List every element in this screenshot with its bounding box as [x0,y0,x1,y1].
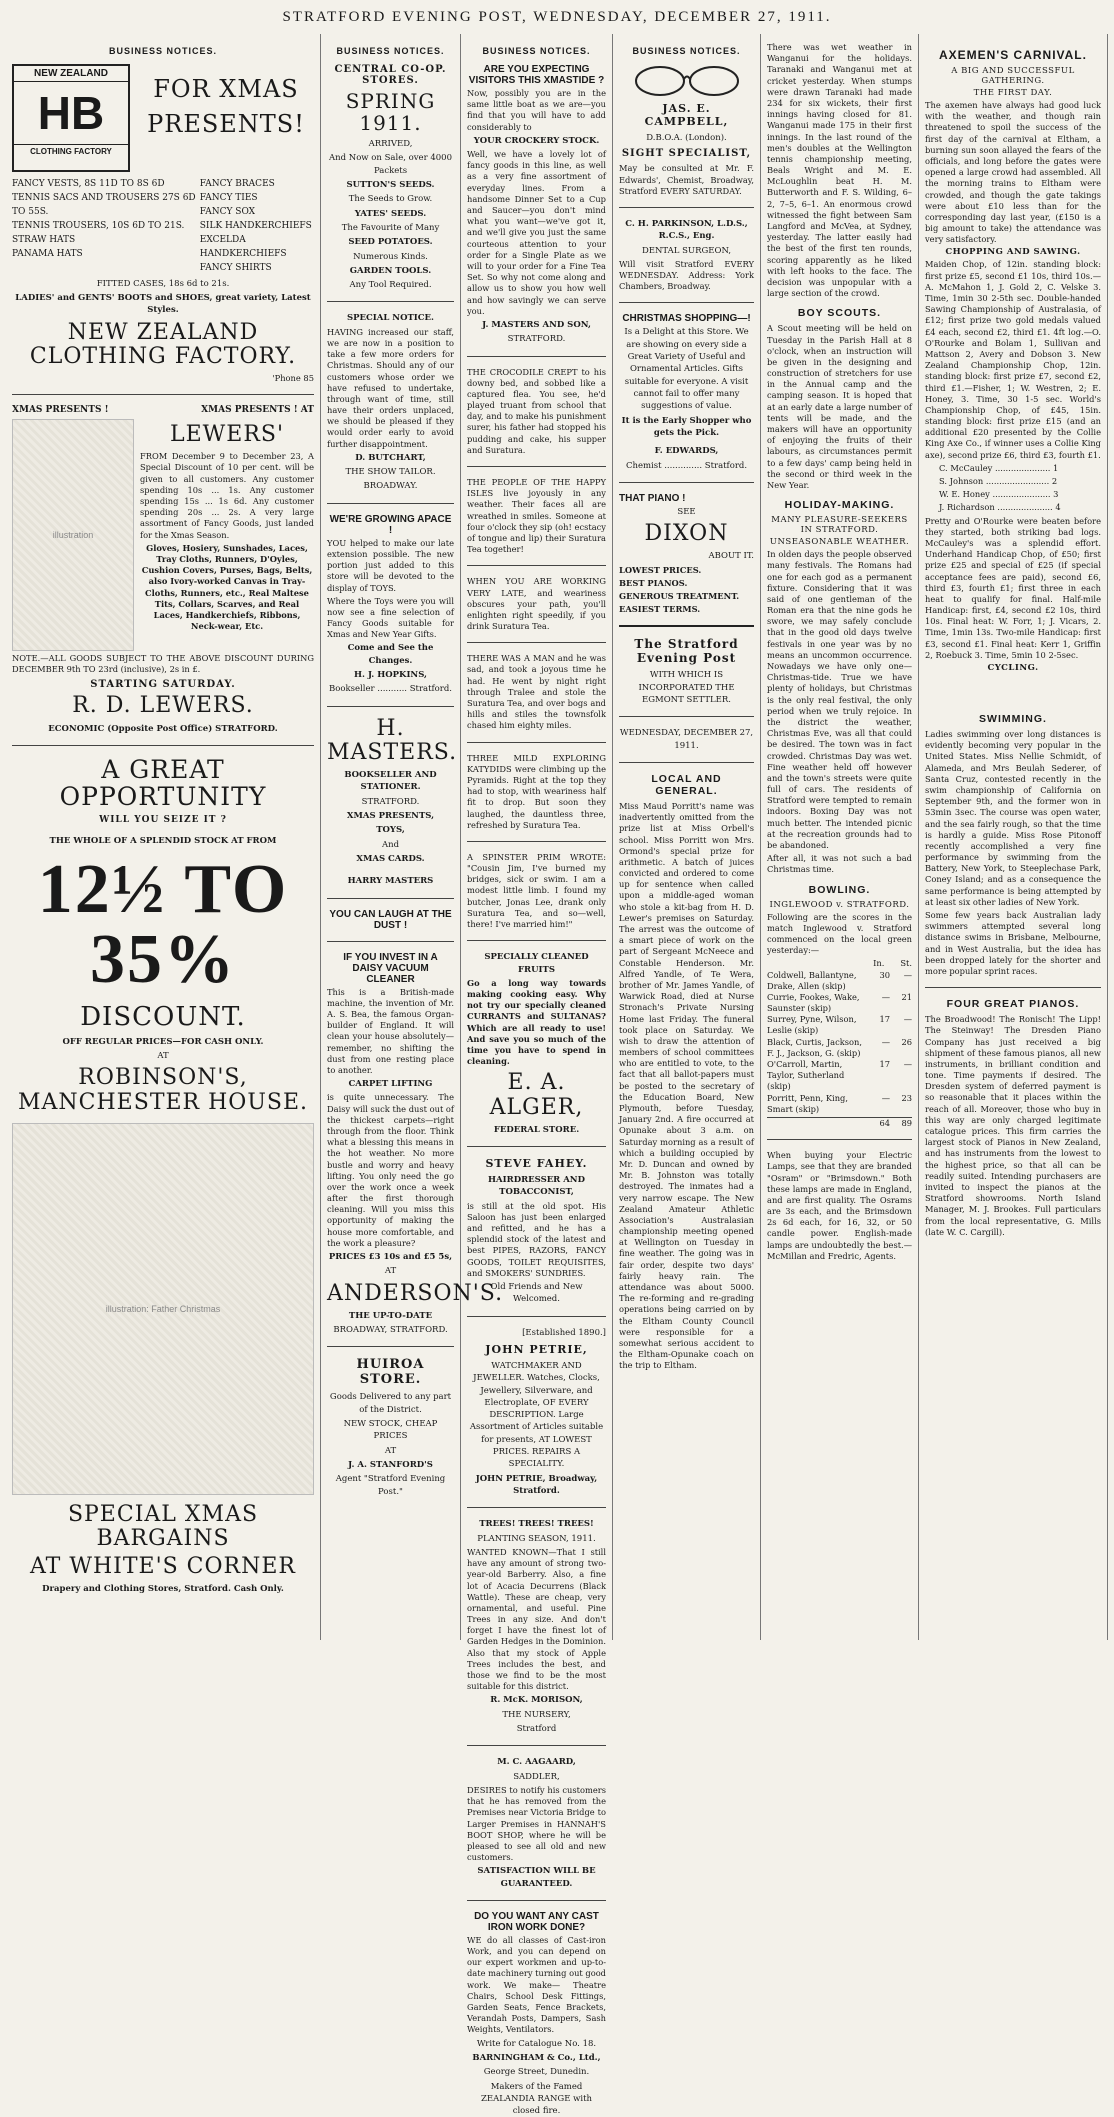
hb-logo-bottom: CLOTHING FACTORY [14,144,128,158]
list-item: STRAW HATS [12,234,200,248]
up-to-date: THE UP-TO-DATE [327,1310,454,1322]
crockery-text: Well, we have a lovely lot of fancy goods in this line, as well as a very fine assortment of everyday lines. From a handsome Dinner Set to a Cup and Saucer—you don't mind what you want—we've got it, and we'll give you just the same courteous attention to your order for a Single Plate as we will to your order for a Fine Tea Set. So why not come along and allow us to show you how well and how savingly we can serve you. [467,149,606,317]
lewers-top-left: XMAS PRESENTS ! [12,405,109,415]
generous: GENEROUS TREATMENT. [619,591,754,602]
dental: DENTAL SURGEON, [619,245,754,257]
can-laugh: YOU CAN LAUGH AT THE DUST ! [327,909,454,931]
catalogue: Write for Catalogue No. 18. [467,2038,606,2050]
cycling: CYCLING. [925,663,1101,673]
fahey-text: is still at the old spot. His Saloon has just been enlarged and refitted, and he has a splendid stock of the latest and best PIPES, RAZORS, FANCY GOODS, TOILET REQUISITES, and SMOKERS' SUNDRIES. [467,1201,606,1279]
score-row [767,1014,912,1036]
stanford: J. A. STANFORD'S [327,1459,454,1471]
score-a: 17 [868,1014,890,1036]
parkinson: C. H. PARKINSON, L.D.S., R.C.S., Eng. [619,218,754,243]
show-tailor: THE SHOW TAILOR. [327,466,454,478]
chopping-sawing: CHOPPING AND SAWING. [925,247,1101,257]
chop-result: C. McCauley ..................... 1 [939,463,1101,474]
hb-logo-top: NEW ZEALAND [14,66,128,82]
christmas-shopping: CHRISTMAS SHOPPING—! [619,313,754,324]
unseasonable: UNSEASONABLE WEATHER. [767,537,912,547]
come-see: Come and See the Changes. [327,642,454,667]
happy-isles: THE PEOPLE OF THE HAPPY ISLES live joyously in any weather. Their faces all are wreathed in smiles. Someone at four o'clock they sip (oh! ecstacy of tongue and lip) their Suratura Tea together! [467,477,606,555]
invest-daisy: IF YOU INVEST IN A DAISY VACUUM CLEANER [327,952,454,985]
arrived: ARRIVED, [327,138,454,150]
list-item: EXCELDA HANDKERCHIEFS [200,234,314,262]
list-item: FANCY BRACES [200,178,314,192]
yates: YATES' SEEDS. [327,208,454,220]
nursery: THE NURSERY, [467,1709,606,1721]
score-row [767,970,912,992]
suttons-2: The Seeds to Grow. [327,193,454,205]
garden-tools: GARDEN TOOLS. [327,265,454,277]
seed-potatoes: SEED POTATOES. [327,236,454,248]
boy-scouts: BOY SCOUTS. [767,307,912,319]
carnival-sub: A BIG AND SUCCESSFUL GATHERING. [925,66,1101,86]
special-notice: SPECIAL NOTICE. [327,312,454,324]
broadway: BROADWAY. [327,480,454,492]
growing-text: YOU helped to make our late extension possible. The new portion just added to this store will be devoted to the display of TOYS. [327,538,454,594]
column-heading: BUSINESS NOTICES. [467,46,606,56]
established: [Established 1890.] [467,1327,606,1339]
stratford-2: Stratford [467,1723,606,1735]
expecting-text: Now, possibly you are in the same little boat as we are—you find that you will have to add considerably to [467,88,606,133]
masthead: STRATFORD EVENING POST, WEDNESDAY, DECEMBER 27, 1911. [0,0,1114,34]
cast-iron: DO YOU WANT ANY CAST IRON WORK DONE? [467,1911,606,1933]
score-b: — [890,1014,912,1036]
swimming: SWIMMING. [925,713,1101,725]
score-b: 21 [890,992,912,1014]
arrived-2: And Now on Sale, over 4000 Packets [327,152,454,177]
aagaard: M. C. AAGAARD, [467,1756,606,1768]
yates-2: The Favourite of Many [327,222,454,234]
holiday-text: In olden days the people observed many festivals. The Romans had one for each god as a permanent fixture. Considering that it was said of one gentleman of the Roman era that the nine gods he swore, we may safely conclude that in the good old days twelve festivals in one year was by no means an uncommon occurrence. Nowadays we have only one—Christmas-tide. True we have plenty of holidays, but Christmas is the only real festival, the only period when we truly rejoice. In the district the weather, Christmas Eve, was all that could be desired. The town was in fact crowded. Christmas Day was wet. Fine weather held off however and the town's streets were quite full of cars. The residents of Stratford were tempted to remain indoors. Boxing Day was not much better. The intended picnic at the recreation grounds had to be abandoned. [767,549,912,851]
column-2 [321,34,461,1640]
barningham: BARNINGHAM & Co., Ltd., [467,2052,606,2064]
column-heading: BUSINESS NOTICES. [619,46,754,56]
lowest-prices: LOWEST PRICES. [619,565,754,576]
score-table [767,970,912,1130]
whole-stock: THE WHOLE OF A SPLENDID STOCK AT FROM [12,835,314,847]
lewers-top-right: XMAS PRESENTS ! AT [201,405,314,415]
huiroa-store: HUIROA STORE. [327,1357,454,1387]
steve-fahey: STEVE FAHEY. [467,1157,606,1170]
for-xmas-presents: FOR XMAS PRESENTS! [138,68,314,168]
trees: TREES! TREES! TREES! [467,1518,606,1530]
fitted-cases: FITTED CASES, 18s 6d to 21s. [12,278,314,290]
paper-title: The Stratford Evening Post [619,637,754,665]
cleaned-fruits: SPECIALLY CLEANED FRUITS [467,951,606,976]
suttons: SUTTON'S SEEDS. [327,179,454,191]
morison: R. McK. MORISON, [467,1694,606,1706]
edwards: F. EDWARDS, [619,445,754,457]
fruits-text: Go a long way towards making cooking easy. Why not try our specially cleaned CURRANTS and SULTANAS? Which are all ready to use! And save you so much of the time you have to spend in cleaning. [467,978,606,1068]
santa-caption: illustration: Father Christmas [106,1304,221,1314]
first-day: THE FIRST DAY. [925,88,1101,98]
and: And [327,839,454,851]
butchart: D. BUTCHART, [327,452,454,464]
goods-delivered: Goods Delivered to any part of the District. [327,1391,454,1416]
dental-text: Will visit Stratford EVERY WEDNESDAY. Address: York Chambers, Broadway. [619,259,754,293]
dateline: WEDNESDAY, DECEMBER 27, 1911. [619,727,754,752]
harry-masters: HARRY MASTERS [327,875,454,887]
swimming-text: Ladies swimming over long distances is evidently becoming very popular in the United States. Miss Nellie Schmidt, of Alameda, and Mrs Beulah Sederer, of Santa Cruz, contested recently in the swim championship of California on September 9th, and the former won in 53min 3sec. The course was open water, and the sea fairly rough, so that the time is hardly a guide. Miss Rose Pitonoff recently accomplished a very fine performance by swimming from the Battery, New York, to Steeplechase Park, Coney Island; and as a consequence the same performance is being attempted by at least six other ladies of New York. [925,729,1101,908]
score-row [767,1093,912,1115]
local-general: LOCAL AND GENERAL. [619,773,754,797]
incorporated: WITH WHICH IS INCORPORATED THE EGMONT SETTLER. [619,669,754,706]
carnival-text: The axemen have always had good luck with the weather, and though rain threatened to spoil the success of the first day of the carnival at Eltham, a burning sun soon allayed the fears of the officials, and long before the gates were opened a large crowd had assembled. All the morning trains to Eltham were crowded, and though the gate takings were about £10 less than for the corresponding day last year, (£150 is a big amount to take) the attendance was very satisfactory. [925,100,1101,245]
expecting-visitors: ARE YOU EXPECTING VISITORS THIS XMASTIDE ? [467,64,606,86]
masters-son: J. MASTERS AND SON, [467,319,606,331]
bowling-sub: INGLEWOOD v. STRATFORD. [767,900,912,910]
score-b: — [890,1059,912,1093]
at-label-3: AT [327,1445,454,1457]
there-was-a-man: THERE WAS A MAN and he was sad, and took a joyous time he had. He went by night right through Tralee and stole the Suratura Tea, and over bogs and hills and stiles the townsfolk chased him eighty miles. [467,653,606,731]
saddler: SADDLER, [467,1771,606,1783]
carpet-text: is quite unnecessary. The Daisy will suck the dust out of the thickest carpets—right through from the floor. Think what a blessing this means in the hot weather. No more bustle and worry and heavy lifting. You only need the go over the work once a week after the first thorough cleaning. Will you miss this opportunity of making the house more comfortable, and the work a pleasure? [327,1092,454,1249]
score-head-in: In. [873,958,884,969]
h-masters: H. MASTERS. [327,717,454,765]
bowling-text: Following are the scores in the match Inglewood v. Stratford commenced on the local green yesterday:— [767,912,912,957]
chop-result: J. Richardson ..................... 4 [939,502,1101,513]
results-text: Maiden Chop, of 12in. standing block: first prize £5, second £1 10s, third 10s.—A. McMahon 1, J. Gold 2, C. Velske 3. Time, 1min 30 2-5th sec. Double-handed Sawing Championship of Australasia, of £12; first prize two gold medals valued £4 each, second £2, third £1. 4ft log.—O. O'Rourke and Bolam 1, Sullivan and Mattson 2, Avery and Dobson 3. New Zealand Championship Chop, 12in. standing block: first prize £7, second £2, third £1.—Fisher, 1; W. Westren, 2; E. Honey, 3. Time, 30 1-5 sec. World's Championship Chop, of £45, 15in. standing block: first prize £15 (and an additional £20 presented by the Collie King Axe Co., if winner uses a Collie King axe), second prize £6, third £3, fourth £1. [925,259,1101,460]
score-a: — [868,1037,890,1059]
list-item: FANCY SOX [200,206,314,220]
at-label-2: AT [327,1265,454,1277]
old-friends: Old Friends and New Welcomed. [467,1281,606,1306]
hb-logo-mono: HB [14,82,128,144]
agent: Agent "Stratford Evening Post." [327,1473,454,1498]
fahey-sub: HAIRDRESSER AND TOBACCONIST, [467,1174,606,1199]
coop-title: CENTRAL CO-OP. STORES. [327,64,454,86]
petrie-address: JOHN PETRIE, Broadway, Stratford. [467,1473,606,1498]
carpet-lifting: CARPET LIFTING [327,1078,454,1090]
at-label: AT [12,1050,314,1062]
sight-specialist: SIGHT SPECIALIST, [619,148,754,159]
new-stock: NEW STOCK, CHEAP PRICES [327,1418,454,1443]
santa-illustration [12,1123,314,1495]
xmas-presents: XMAS PRESENTS, [327,810,454,822]
dixon: DIXON [619,522,754,546]
list-item: TENNIS TROUSERS, 10S 6D TO 21S. [12,220,200,234]
lewers-goods: Gloves, Hosiery, Sunshades, Laces, Tray Cloths, Runners, D'Oyles, Cushion Covers, Purses, Bags, Belts, also Ivory-worked Canvas in Tray-Cloths, Runners, etc., Real Maltese Tits, Collars, Scarves, and Real Laces, Handkerchiefs, Ribbons, Neck-wear, Etc. [140,543,314,633]
george-street: George Street, Dunedin. [467,2066,606,2078]
total-b: 89 [890,1118,912,1129]
crockery-stock: YOUR CROCKERY STOCK. [467,135,606,147]
planting-season: PLANTING SEASON, 1911. [467,1533,606,1545]
after-chop: Pretty and O'Rourke were beaten before they started, both striking bad logs. McCauley's was a splendid effort. Underhand Handicap Chop, of £50; first prize £25 and special of £25 (if special acceptance fees are paid), second £6, third £3, fourth £1; first three in each heat to qualify for final. Half-mile Handicap: first, £4, second £2 10s, third 10s. Final heat: W. Forr, 1; J. Vicars, 2. Time, 1min 13s. Two-mile Handicap: first £3, second £1. Final heat: Kerr 1, Griffin 2, Roebuck 3. Time, 5min 10 2-5sec. [925,516,1101,661]
starting-saturday: STARTING SATURDAY. [12,679,314,690]
economic: ECONOMIC (Opposite Post Office) STRATFORD. [12,723,314,735]
rd-lewers: R. D. LEWERS. [12,694,314,718]
petrie-text: WATCHMAKER AND JEWELLER. Watches, Clocks, Jewellery, Silverware, and Electroplate, OF EVERY DESCRIPTION. Large Assortment of Articles suitable for presents, AT LOWEST PRICES. REPAIRS A SPECIALITY. [467,1360,606,1471]
great-opportunity: A GREAT OPPORTUNITY [12,756,314,811]
bookseller: Bookseller ........... Stratford. [327,683,454,695]
easiest: EASIEST TERMS. [619,604,754,615]
discount: DISCOUNT. [12,1003,314,1032]
daisy-prices: PRICES £3 10s and £5 5s, [327,1251,454,1263]
column-heading: BUSINESS NOTICES. [327,46,454,56]
list-item: FANCY VESTS, 8S 11D TO 8S 6D [12,178,200,192]
federal-store: FEDERAL STORE. [467,1124,606,1136]
drapery: Drapery and Clothing Stores, Stratford. Cash Only. [12,1583,314,1595]
ladies-gents: LADIES' and GENTS' BOOTS and SHOES, great variety, Latest Styles. [12,292,314,317]
alger: E. A. ALGER, [467,1071,606,1119]
score-a: — [868,1093,890,1115]
score-head-st: St. [900,958,912,969]
column-3 [461,34,613,1640]
column-1 [6,34,321,1640]
see: SEE [619,506,754,518]
chop-result: W. E. Honey ...................... 3 [939,489,1101,500]
that-piano: THAT PIANO ! [619,493,754,504]
about-it: ABOUT IT. [619,550,754,562]
daisy-text: This is a British-made machine, the invention of Mr. A. S. Bea, the famous Organ-builder of England. It will clean your house absolutely—remember, no shifting the dust from one resting place to another. [327,987,454,1077]
score-name: Currie, Fookes, Wake, Saunster (skip) [767,992,868,1014]
stratford: STRATFORD. [467,333,606,345]
score-totals [767,1117,912,1129]
growing-apace: WE'RE GROWING APACE ! [327,514,454,536]
intro-text: There was wet weather in Wanganui for the holidays. Taranaki and Wanganui met at cricket yesterday. When stumps were drawn Taranaki had made 234 for six wickets, their first innings having closed for 81. Wanganui made 175 in their first innings. In the last round of the men's doubles at the Wellington tennis championship meeting, Beals Wright and M. E. McLoughlin beat H. M. Butterworth and F. S. Wilding, 6–2, 7–5, 6–1. An enormous crowd witnessed the fight between Sam Langford and McVea, at Sydney, yesterday. The latter easily had the best of the first ten rounds, scoring apparently as he liked with left hooks to the face. The decision was unpopular with a large section of the crowd. [767,42,912,299]
discount-range: 12½ TO 35% [12,855,314,995]
score-a: — [868,992,890,1014]
robinsons: ROBINSON'S, MANCHESTER HOUSE. [12,1066,314,1114]
score-a: 17 [868,1059,890,1093]
spectacles-icon [619,64,754,98]
list-item: FANCY SHIRTS [200,262,314,276]
score-name: Surrey, Pyne, Wilson, Leslie (skip) [767,1014,868,1036]
pianos-text: The Broadwood! The Ronisch! The Lipp! The Steinway! The Dresden Piano Company has just received a big shipment of these famous pianos, all new instruments, in brilliant condition and tone. Time payments if desired. The Dresden system of deferred payment is so reasonable that it places within the reach of all. Moreover, those who buy in this way are only charged legitimate catalogue prices. This firm carries the largest stock of Pianos in New Zealand, and has instruments from the lowest to the highest price, so that all can be readily suited. Intending purchasers are invited to inspect the pianos at the Stratford showrooms. North Island Manager, M. J. Brookes. Full particulars from the local representative, G. Mills (late W. C. Cargill). [925,1014,1101,1238]
chop-results [925,463,1101,514]
any-tool: Any Tool Required. [327,279,454,291]
satisfaction: SATISFACTION WILL BE GUARANTEED. [467,1865,606,1890]
scouts-text: A Scout meeting will be held on Tuesday in the Parish Hall at 8 o'clock, when an instruction will be given in the designing and construction of stretchers for use in the Annual camp and the camping season. It is hoped that at an early date a large number of tents will be made, and the makers will have an opportunity of enjoying the fruits of their labours, as circumstances permit to a few days' camp being held in the second or third week in the New Year. [767,323,912,491]
christmas-text: Is a Delight at this Store. We are showing on every side a Great Variety of Useful and Ornamental Articles. Gifts suitable for everyone. A visit cannot fail to offer many suggestions of value. [619,326,754,412]
aagaard-text: DESIRES to notify his customers that he has removed from the Premises near Victoria Bridge to Larger Premises in HANNAH'S BOOT SHOP, where he will be pleased to see all old and new customers. [467,1785,606,1863]
score-head [767,958,912,969]
left-list [12,178,200,276]
lady-illustration: illustration [12,419,134,651]
lewers-text: FROM December 9 to December 23, A Special Discount of 10 per cent. will be given to all customers. Any customer spending 10s ... 1s. Any customer spending 15s ... 1s 6d. Any customer spending 20s ... 2s. A very large assortment of Fancy Goods, just landed for the Xmas Season. [140,451,314,541]
list-item: SILK HANDKERCHIEFS [200,220,314,234]
column-6 [919,34,1108,1640]
score-name: Coldwell, Ballantyne, Drake, Allen (skip) [767,970,868,992]
after-all: After all, it was not such a bad Christmas time. [767,853,912,875]
broadway-stratford: BROADWAY, STRATFORD. [327,1324,454,1336]
total-a: 64 [868,1118,890,1129]
lewers-note: NOTE.—ALL GOODS SUBJECT TO THE ABOVE DISCOUNT DURING DECEMBER 9th TO 23rd (inclusive), 2s in £. [12,653,314,675]
chemist: Chemist .............. Stratford. [619,460,754,472]
whites-corner: AT WHITE'S CORNER [12,1555,314,1579]
wanted-known: WANTED KNOWN—That I still have any amount of strong two-year-old Barberry. Also, a fine lot of Acacia Decurrens (Black Wattle). These are cheap, very ornamental, and useful. Pine Trees in any size. And don't forget I have the finest lot of Garden Hedges in the Dominion. Also that my stock of Apple Trees includes the best, and those we find to be the most suitable for this district. [467,1547,606,1692]
makers: Makers of the Famed ZEALANDIA RANGE with closed fire. [467,2081,606,2117]
axemens-carnival: AXEMEN'S CARNIVAL. [925,48,1101,62]
butchart-text: HAVING increased our staff, we are now in a position to take a few more orders for Christmas. Should any of our customers whose order we have refused to undertake, through want of time, still have their orders unplaced, we should be pleased if they would order early to avoid further disappointment. [327,327,454,450]
spring-1911: SPRING 1911. [327,90,454,134]
masters-sub: BOOKSELLER AND STATIONER. [327,769,454,794]
score-row [767,1037,912,1059]
list-item: FANCY TIES [200,192,314,206]
masters-stratford: STRATFORD. [327,796,454,808]
crocodile: THE CROCODILE CREPT to his downy bed, and sobbed like a captured flea. You see, he'd played truant from school that day, and to make his punishment surer, his father had stopped his pudding and cake, his supper and Suratura. [467,367,606,457]
working-late: WHEN YOU ARE WORKING VERY LATE, and weariness obscures your path, you'll enlighten right speedily, if you drink Suratura Tea. [467,576,606,632]
local-text: Miss Maud Porritt's name was inadvertently omitted from the prize list at Miss Orbell's school. Miss Porritt won Mrs. Ormond's special prize for arithmetic. A batch of juices convicted and ordered to come up for sentence when called upon a middle-aged woman who stole a kit-bag from H. D. Lewer's premises on Saturday. The arrest was the outcome of a smart piece of work on the part of Sergeant McNeece and Constable Henderson. Mr. Alfred Yandle, of Te Wera, brother of Mr. James Yandle, of Warwick Road, died at Nurse Stronach's Private Nursing Home last Friday. The funeral took place on Saturday. We wish to draw the attention of members of school committees who are entitled to vote, to the fact that all ballot-papers must be posted to the secretary of the Education Board, New Plymouth, before Tuesday, January 2nd. A fire occurred at Opunake about 3 a.m. on Saturday morning as a result of which a building occupied by Mr. D. Duncan and owned by Mr. B. Johnston was totally destroyed. The inmates had a very narrow escape. The New Zealand Amateur Athletic Association's Australasian championship meeting opened at Wellington on Tuesday in fine weather. The going was in fair order, despite two days' fairly heavy rain. The attendance was about 5000. The re-forming and re-grading operations being carried on by the Eltham County Council were responsible for a somewhat serious accident to the Eltham-Opunake coach on the trip to Eltham. [619,801,754,1372]
lewers-title: LEWERS' [140,423,314,447]
kinds: Numerous Kinds. [327,251,454,263]
katydids: THREE MILD EXPLORING KATYDIDS were climbing up the Pyramids. Right at the top they had to stop, with weariness half fit to drop. But soon they laughed, the dauntless three, refreshed by Suratura Tea. [467,753,606,831]
special-bargains: SPECIAL XMAS BARGAINS [12,1503,314,1551]
andersons: ANDERSON'S. [327,1282,454,1306]
dboa: D.B.O.A. (London). [619,132,754,144]
chop-result: S. Johnson ........................ 2 [939,476,1101,487]
early-shopper: It is the Early Shopper who gets the Pick. [619,415,754,440]
score-name: Black, Curtis, Jackson, F. J., Jackson, G. (skip) [767,1037,868,1059]
score-row [767,992,912,1014]
sight-text: May be consulted at Mr. F. Edwards', Chemist, Broadway, Stratford EVERY SATURDAY. [619,163,754,197]
swimming-text-2: Some few years back Australian lady swimmers attempted several long distance swims in Brisbane, Melbourne, and in West Australia, but the idea has been dropped lately for the shorter and more popular sprint races. [925,910,1101,977]
score-a: 30 [868,970,890,992]
off-regular: OFF REGULAR PRICES—FOR CASH ONLY. [12,1036,314,1048]
campbell: JAS. E. CAMPBELL, [619,102,754,128]
best-pianos: BEST PIANOS. [619,578,754,589]
list-item: TENNIS SACS AND TROUSERS 27S 6D TO 55S. [12,192,200,220]
holiday-making: HOLIDAY-MAKING. [767,499,912,511]
bowling: BOWLING. [767,884,912,896]
right-list [200,178,314,276]
phone: 'Phone 85 [12,373,314,384]
toys: TOYS, [327,824,454,836]
xmas-cards: XMAS CARDS. [327,853,454,865]
four-great-pianos: FOUR GREAT PIANOS. [925,998,1101,1010]
list-item: PANAMA HATS [12,248,200,262]
score-b: 26 [890,1037,912,1059]
hb-logo [12,64,130,172]
cast-text: WE do all classes of Cast-iron Work, and you can depend on our expert workmen and up-to-date machinery turning out good work. We make— Theatre Chairs, School Desk Fittings, Garden Seats, Fence Brackets, Verandah Posts, Dampers, Sash Weights, Ventilators. [467,1935,606,2036]
column-heading: BUSINESS NOTICES. [12,46,314,56]
will-you-seize: WILL YOU SEIZE IT ? [12,815,314,825]
toys-text: Where the Toys were you will now see a fine selection of Fancy Goods suitable for Xmas and New Year Gifts. [327,596,454,641]
score-b: — [890,970,912,992]
column-4 [613,34,761,1640]
holiday-sub: MANY PLEASURE-SEEKERS IN STRATFORD. [767,515,912,535]
nz-clothing-factory: NEW ZEALAND CLOTHING FACTORY. [12,321,314,369]
score-row [767,1059,912,1093]
electric-lamps: When buying your Electric Lamps, see that they are branded "Osram" or "Brimsdown." Both these lamps are made in England, and are first quality. The Osrams are 3s each, and the Brimsdown 2s 6d each, for 16, 32, or 50 candle power. English-made lamps are undoubtedly the best.—McMillan and Fredric, Agents. [767,1150,912,1262]
score-b: 23 [890,1093,912,1115]
score-name: O'Carroll, Martin, Taylor, Sutherland (skip) [767,1059,868,1093]
column-5 [761,34,919,1640]
spinster: A SPINSTER PRIM WROTE: "Cousin Jim, I've burned my bridges, sick or swim. I am a modest little limb. I found my butcher, Jonas Lee, drank only Suratura Tea, and so—well, there! I've married him!" [467,852,606,930]
score-name: Porritt, Penn, King, Smart (skip) [767,1093,868,1115]
hopkins: H. J. HOPKINS, [327,669,454,681]
john-petrie: JOHN PETRIE, [467,1343,606,1356]
